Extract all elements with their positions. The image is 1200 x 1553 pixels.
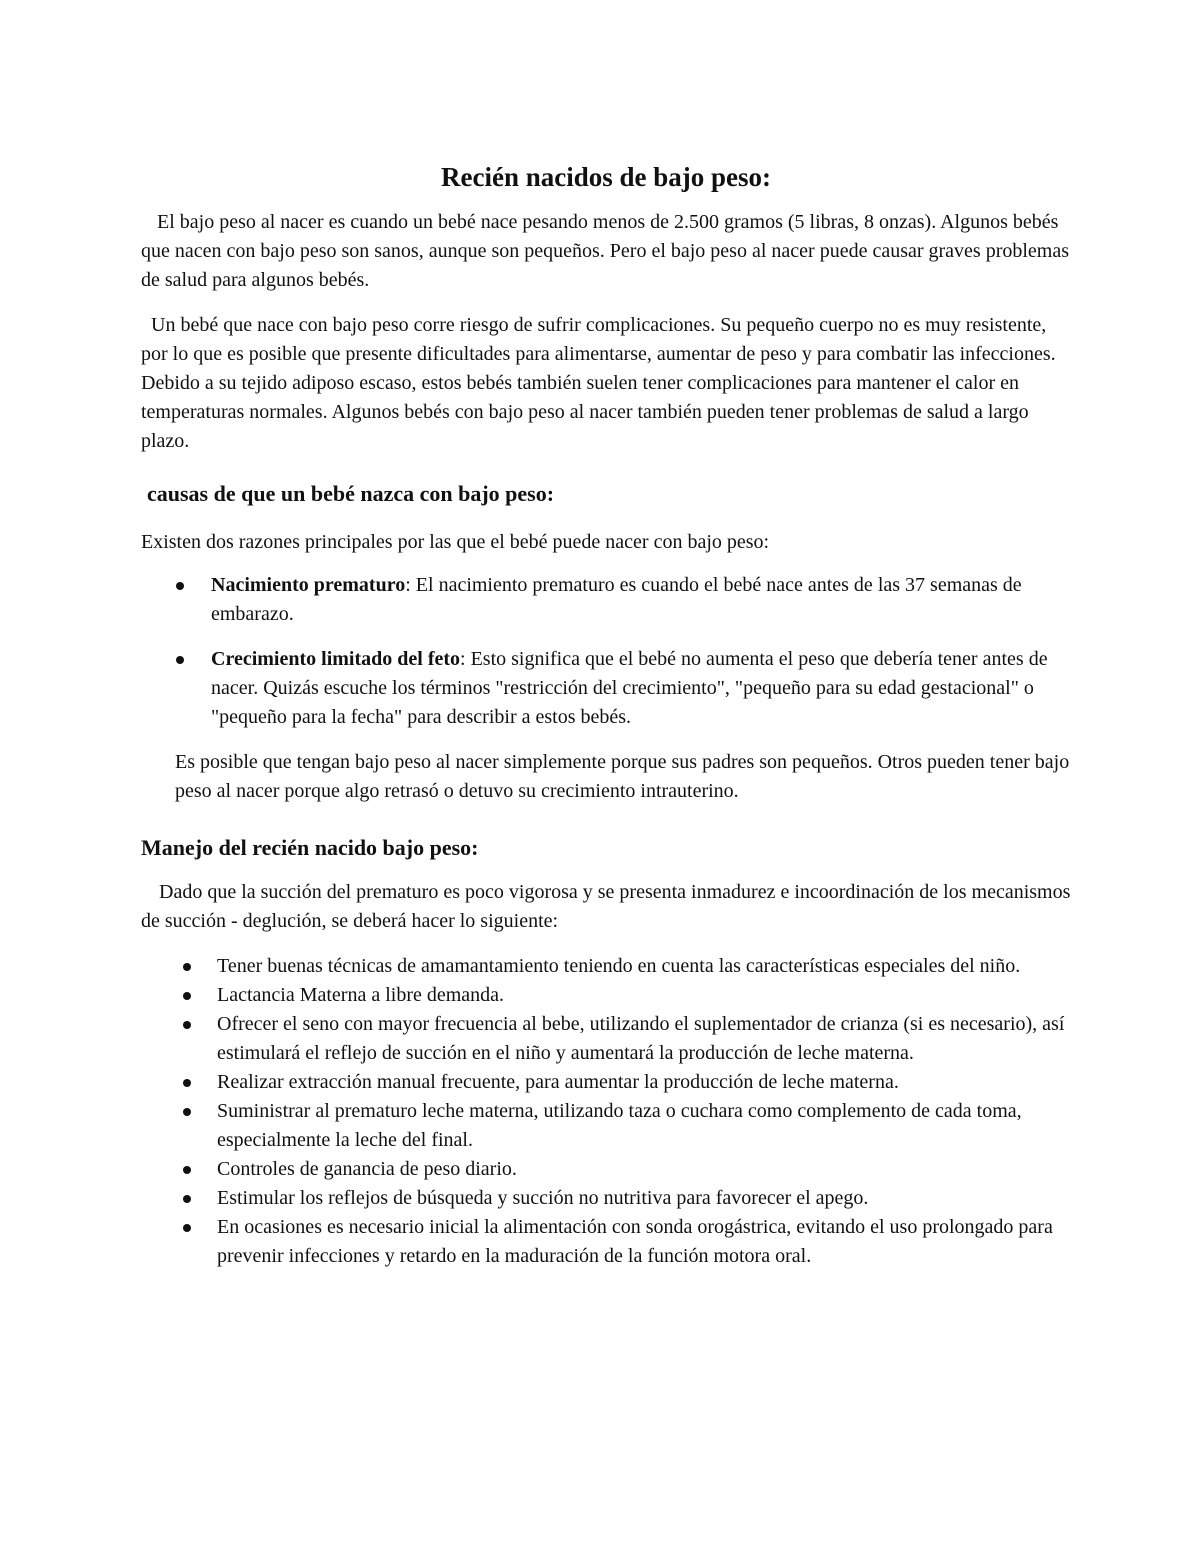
list-item [141,1068,1071,1097]
bullet-icon [183,992,191,1000]
bullet-icon [183,1166,191,1174]
management-step: En ocasiones es necesario inicial la alimentación con sonda orogástrica, evitando el uso prolongado para prevenir infecciones y retardo en la maduración de la función motora oral. [217,1216,1053,1267]
causes-heading: causas de que un bebé nazca con bajo peso: [147,481,555,506]
management-heading: Manejo del recién nacido bajo peso: [141,835,479,860]
intro-paragraph-1: El bajo peso al nacer es cuando un bebé nace pesando menos de 2.500 gramos (5 libras, 8 onzas). Algunos bebés que nacen con bajo peso son sanos, aunque son pequeños. Pero el bajo peso al nacer puede causar graves problemas de salud para algunos bebés. [141,211,1070,291]
causes-closing-paragraph: Es posible que tengan bajo peso al nacer simplemente porque sus padres son pequeños. Otros pueden tener bajo peso al nacer porque algo retrasó o detuvo su crecimiento intrauterino. [175,751,1070,802]
list-item [141,1010,1071,1068]
bullet-icon [183,963,191,971]
management-step: Lactancia Materna a libre demanda. [217,984,505,1006]
management-intro: Dado que la succión del prematuro es poco vigorosa y se presenta inmadurez e incoordinación de los mecanismos de succión - deglución, se deberá hacer lo siguiente: [141,881,1071,932]
bullet-icon [183,1224,191,1232]
list-item [141,1184,1071,1213]
management-list [141,952,1071,1271]
list-item [141,571,1071,629]
management-step: Realizar extracción manual frecuente, para aumentar la producción de leche materna. [217,1071,899,1093]
list-item [141,952,1071,981]
list-item [141,1097,1071,1155]
bullet-icon [183,1195,191,1203]
causes-list [141,571,1071,732]
list-item [141,1213,1071,1271]
bullet-icon [183,1108,191,1116]
management-step: Controles de ganancia de peso diario. [217,1158,517,1180]
document-body [141,158,1071,1271]
list-item [141,645,1071,732]
document-title: Recién nacidos de bajo peso: [441,162,771,192]
bullet-icon [176,656,184,664]
cause-term: Nacimiento prematuro [211,574,406,596]
causes-intro: Existen dos razones principales por las que el bebé puede nacer con bajo peso: [141,531,770,553]
cause-text: : El nacimiento prematuro es cuando el bebé nace antes de las 37 semanas de embarazo. [211,574,1022,625]
management-step: Suministrar al prematuro leche materna, utilizando taza o cuchara como complemento de cada toma, especialmente la leche del final. [217,1100,1022,1151]
intro-paragraph-2: Un bebé que nace con bajo peso corre riesgo de sufrir complicaciones. Su pequeño cuerpo no es muy resistente, por lo que es posible que presente dificultades para alimentarse, aumentar de peso y para combatir las infecciones. Debido a su tejido adiposo escaso, estos bebés también suelen tener complicaciones para mantener el calor en temperaturas normales. Algunos bebés con bajo peso al nacer también pueden tener problemas de salud a largo plazo. [141,314,1056,452]
bullet-icon [183,1021,191,1029]
bullet-icon [183,1079,191,1087]
list-item [141,1155,1071,1184]
management-step: Estimular los reflejos de búsqueda y succión no nutritiva para favorecer el apego. [217,1187,869,1209]
management-step: Ofrecer el seno con mayor frecuencia al bebe, utilizando el suplementador de crianza (si es necesario), así estimulará el reflejo de succión en el niño y aumentará la producción de leche materna. [217,1013,1065,1064]
cause-text: : Esto significa que el bebé no aumenta el peso que debería tener antes de nacer. Quizás escuche los términos "restricción del crecimiento", "pequeño para su edad gestacional" o "pequeño para la fecha" para describir a estos bebés. [211,648,1048,728]
cause-term: Crecimiento limitado del feto [211,648,461,670]
list-item [141,981,1071,1010]
management-step: Tener buenas técnicas de amamantamiento teniendo en cuenta las características especiales del niño. [217,955,1021,977]
bullet-icon [176,582,184,590]
